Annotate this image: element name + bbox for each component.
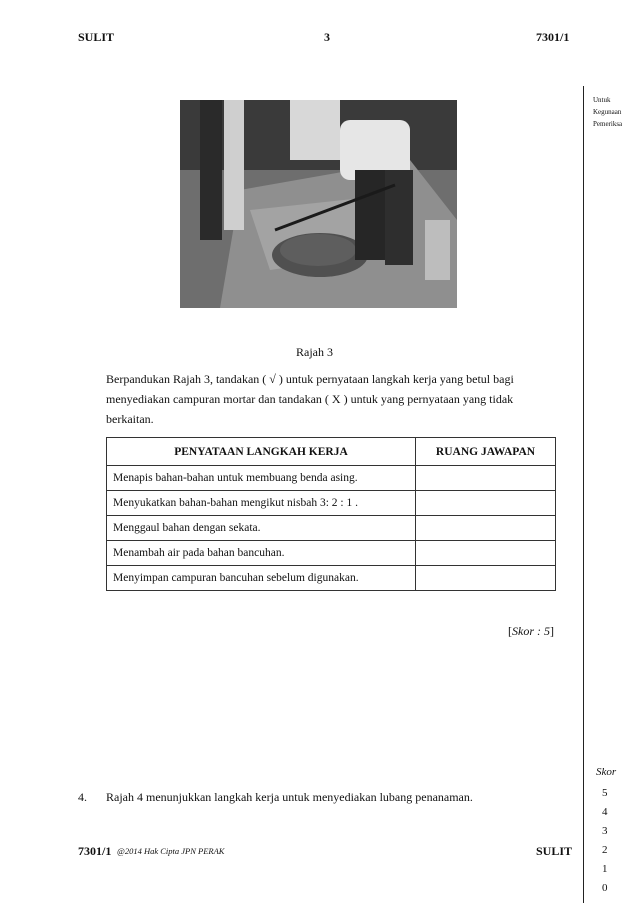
- margin-note-line: Kegunaan: [593, 108, 622, 116]
- table-row: [107, 516, 556, 541]
- answer-cell[interactable]: [416, 541, 556, 566]
- footer-sulit: SULIT: [536, 844, 573, 858]
- examiner-margin-line: [583, 86, 584, 903]
- header-page-number: 3: [324, 30, 330, 44]
- margin-note-line: Pemeriksa: [593, 120, 623, 128]
- table-row: [107, 466, 556, 491]
- answer-cell[interactable]: [416, 566, 556, 591]
- next-question-text: Rajah 4 menunjukkan langkah kerja untuk menyediakan lubang penanaman.: [106, 790, 473, 804]
- table-row: [107, 541, 556, 566]
- statement-cell: Menyukatkan bahan-bahan mengikut nisbah 3: 2 : 1 .: [107, 491, 416, 516]
- table-row: [107, 566, 556, 591]
- answer-table: [106, 437, 556, 591]
- skor-value: 1: [602, 863, 608, 875]
- figure-caption: Rajah 3: [296, 345, 333, 359]
- answer-cell[interactable]: [416, 516, 556, 541]
- score-value: 5: [544, 624, 550, 638]
- score-label: Skor: [512, 624, 534, 638]
- statement-cell: Menyimpan campuran bancuhan sebelum digunakan.: [107, 566, 416, 591]
- next-question-number: 4.: [78, 790, 87, 804]
- skor-value: 3: [602, 825, 608, 837]
- examiner-margin-note: [593, 94, 622, 130]
- photo-illustration: [180, 100, 457, 308]
- answer-cell[interactable]: [416, 491, 556, 516]
- statement-cell: Menggaul bahan dengan sekata.: [107, 516, 416, 541]
- skor-column-values: [602, 784, 608, 898]
- table-header-answer: RUANG JAWAPAN: [416, 438, 556, 466]
- skor-value: 4: [602, 806, 608, 818]
- skor-value: 5: [602, 787, 608, 799]
- table-header-statement: PENYATAAN LANGKAH KERJA: [107, 438, 416, 466]
- header-paper-code: 7301/1: [536, 30, 570, 44]
- skor-value: 0: [602, 882, 608, 894]
- score-open-bracket: [: [508, 624, 512, 638]
- footer-copyright: @2014 Hak Cipta JPN PERAK: [117, 846, 225, 856]
- question-text: Berpandukan Rajah 3, tandakan ( √ ) untuk pernyataan langkah kerja yang betul bagi menyediakan campuran mortar dan tandakan ( X ) untuk yang pernyataan yang tidak berkaitan.: [106, 372, 514, 426]
- statement-cell: Menambah air pada bahan bancuhan.: [107, 541, 416, 566]
- question-score: [508, 624, 554, 639]
- answer-cell[interactable]: [416, 466, 556, 491]
- score-separator: :: [534, 624, 544, 638]
- score-close-bracket: ]: [550, 624, 554, 638]
- table-row: [107, 491, 556, 516]
- skor-column-label: Skor: [596, 766, 617, 778]
- figure-photo-mortar-mixing: [180, 100, 457, 308]
- header-sulit: SULIT: [78, 30, 115, 44]
- table-header-row: [107, 438, 556, 466]
- margin-note-line: Untuk: [593, 96, 611, 104]
- statement-cell: Menapis bahan-bahan untuk membuang benda asing.: [107, 466, 416, 491]
- skor-value: 2: [602, 844, 608, 856]
- footer-paper-code: 7301/1: [78, 844, 112, 858]
